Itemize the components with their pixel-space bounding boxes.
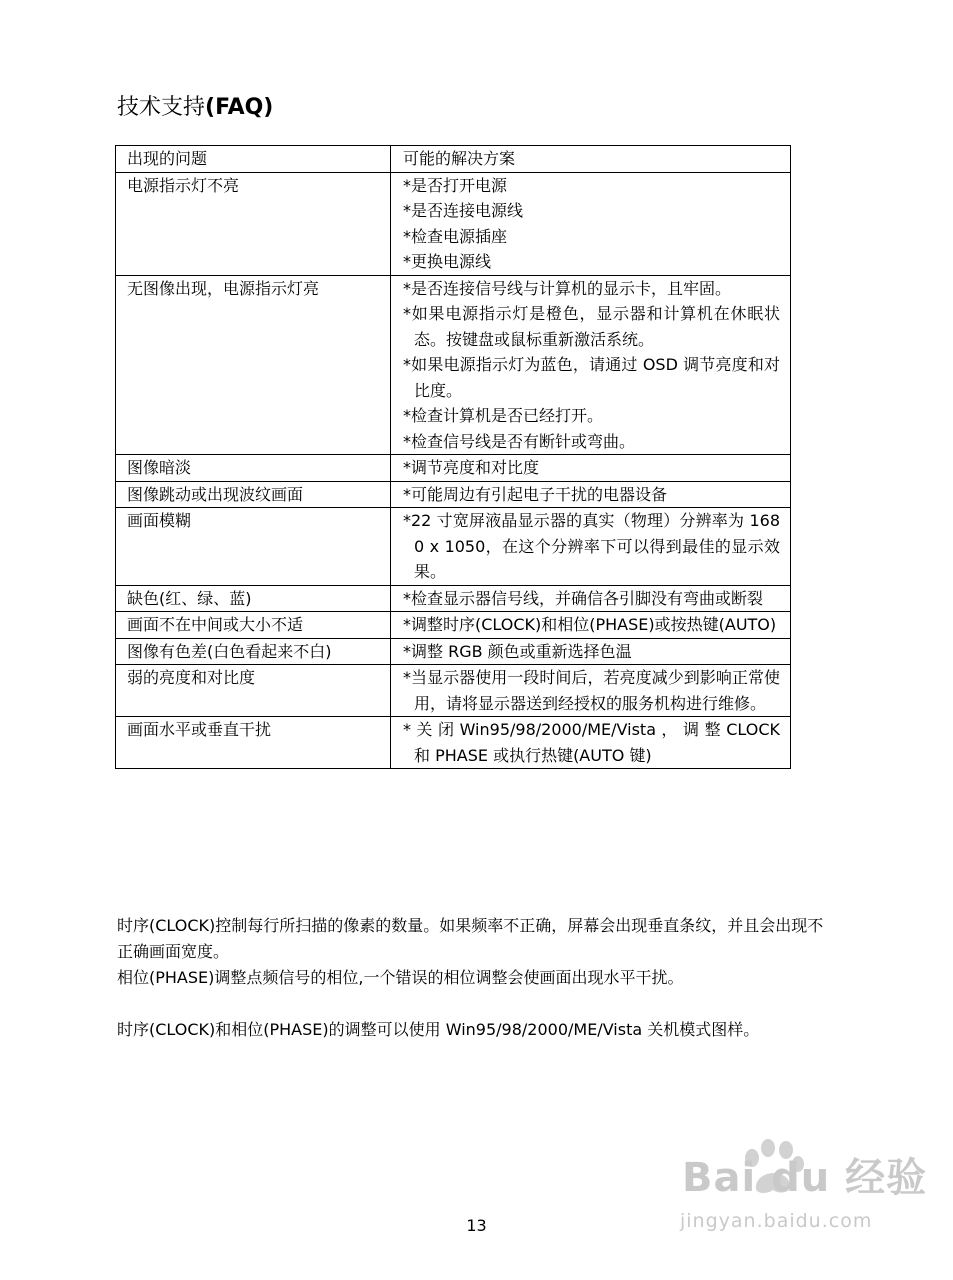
- header-problem: 出现的问题: [116, 146, 391, 173]
- page-title-en: (FAQ): [205, 95, 274, 120]
- problem-cell: 画面模糊: [116, 508, 391, 586]
- table-header-row: [116, 146, 791, 173]
- solution-item: *是否连接电源线: [403, 201, 524, 220]
- note-adjustment: 时序(CLOCK)和相位(PHASE)的调整可以使用 Win95/98/2000/ME/Vista 关机模式图样。: [117, 1020, 760, 1039]
- problem-cell: 图像有色差(白色看起来不白): [116, 638, 391, 665]
- solution-item: *检查显示器信号线，并确信各引脚没有弯曲或断裂: [403, 588, 764, 608]
- solution-cell: [391, 172, 791, 275]
- table-row: [116, 717, 791, 769]
- solution-cell: [391, 508, 791, 586]
- problem-cell: 弱的亮度和对比度: [116, 665, 391, 717]
- solution-cell: [391, 455, 791, 482]
- solution-item: *当显示器使用一段时间后，若亮度减少到影响正常使用，请将显示器送到经授权的服务机构进行维修。: [403, 668, 780, 713]
- problem-cell: 电源指示灯不亮: [116, 172, 391, 275]
- solution-item: *调整 RGB 颜色或重新选择色温: [403, 641, 632, 661]
- solution-item: *调节亮度和对比度: [403, 458, 540, 477]
- problem-cell: 画面不在中间或大小不适: [116, 612, 391, 639]
- solution-item: * 关 闭 Win95/98/2000/ME/Vista ， 调 整 CLOCK 和 PHASE 或执行热键(AUTO 键): [403, 720, 780, 765]
- solution-item: *是否连接信号线与计算机的显示卡，且牢固。: [403, 278, 732, 298]
- solution-item: *如果电源指示灯为蓝色，请通过 OSD 调节亮度和对比度。: [403, 355, 780, 400]
- solution-item: *是否打开电源: [403, 175, 508, 195]
- table-row: [116, 172, 791, 275]
- solution-item: *可能周边有引起电子干扰的电器设备: [403, 484, 668, 504]
- problem-cell: 图像跳动或出现波纹画面: [116, 481, 391, 508]
- solution-cell: [391, 612, 791, 639]
- table-row: [116, 481, 791, 508]
- header-solution: [391, 146, 791, 173]
- page-title-cn: 技术支持: [117, 95, 206, 120]
- problem-cell: 图像暗淡: [116, 455, 391, 482]
- table-row: [116, 665, 791, 717]
- table-row: [116, 638, 791, 665]
- table-row: [116, 585, 791, 612]
- solution-cell: [391, 638, 791, 665]
- solution-item: *检查信号线是否有断针或弯曲。: [403, 431, 636, 451]
- solution-cell: [391, 717, 791, 769]
- solution-cell: [391, 275, 791, 455]
- watermark-url: jingyan.baidu.com: [680, 1210, 873, 1232]
- solution-item: *如果电源指示灯是橙色，显示器和计算机在休眠状态。按键盘或鼠标重新激活系统。: [403, 304, 780, 349]
- solution-cell: [391, 585, 791, 612]
- note-phase: 相位(PHASE)调整点频信号的相位,一个错误的相位调整会使画面出现水平干扰。: [117, 968, 684, 987]
- watermark-brand: Bai du 经验: [682, 1155, 928, 1201]
- faq-table: [115, 145, 791, 769]
- table-row: [116, 455, 791, 482]
- table-row: [116, 275, 791, 455]
- solution-cell: [391, 481, 791, 508]
- solution-item: *更换电源线: [403, 252, 492, 271]
- problem-cell: 缺色(红、绿、蓝): [116, 585, 391, 612]
- solution-cell: [391, 665, 791, 717]
- table-row: [116, 612, 791, 639]
- header-solution-label: 可能的解决方案: [403, 149, 516, 168]
- table-row: [116, 508, 791, 586]
- problem-cell: 画面水平或垂直干扰: [116, 717, 391, 769]
- note-clock: 时序(CLOCK)控制每行所扫描的像素的数量。如果频率不正确，屏幕会出现垂直条纹，并且会出现不正确画面宽度。: [117, 916, 824, 961]
- solution-item: *检查计算机是否已经打开。: [403, 406, 604, 425]
- faq-table-body: [116, 146, 791, 769]
- notes-section: [117, 913, 839, 1043]
- page-number: 13: [466, 1216, 487, 1235]
- solution-item: *22 寸宽屏液晶显示器的真实（物理）分辨率为 1680 x 1050，在这个分辨率下可以得到最佳的显示效果。: [403, 511, 780, 581]
- solution-item: *检查电源插座: [403, 226, 508, 246]
- problem-cell: 无图像出现，电源指示灯亮: [116, 275, 391, 455]
- solution-item: *调整时序(CLOCK)和相位(PHASE)或按热键(AUTO): [403, 615, 777, 634]
- page-title: [117, 92, 273, 124]
